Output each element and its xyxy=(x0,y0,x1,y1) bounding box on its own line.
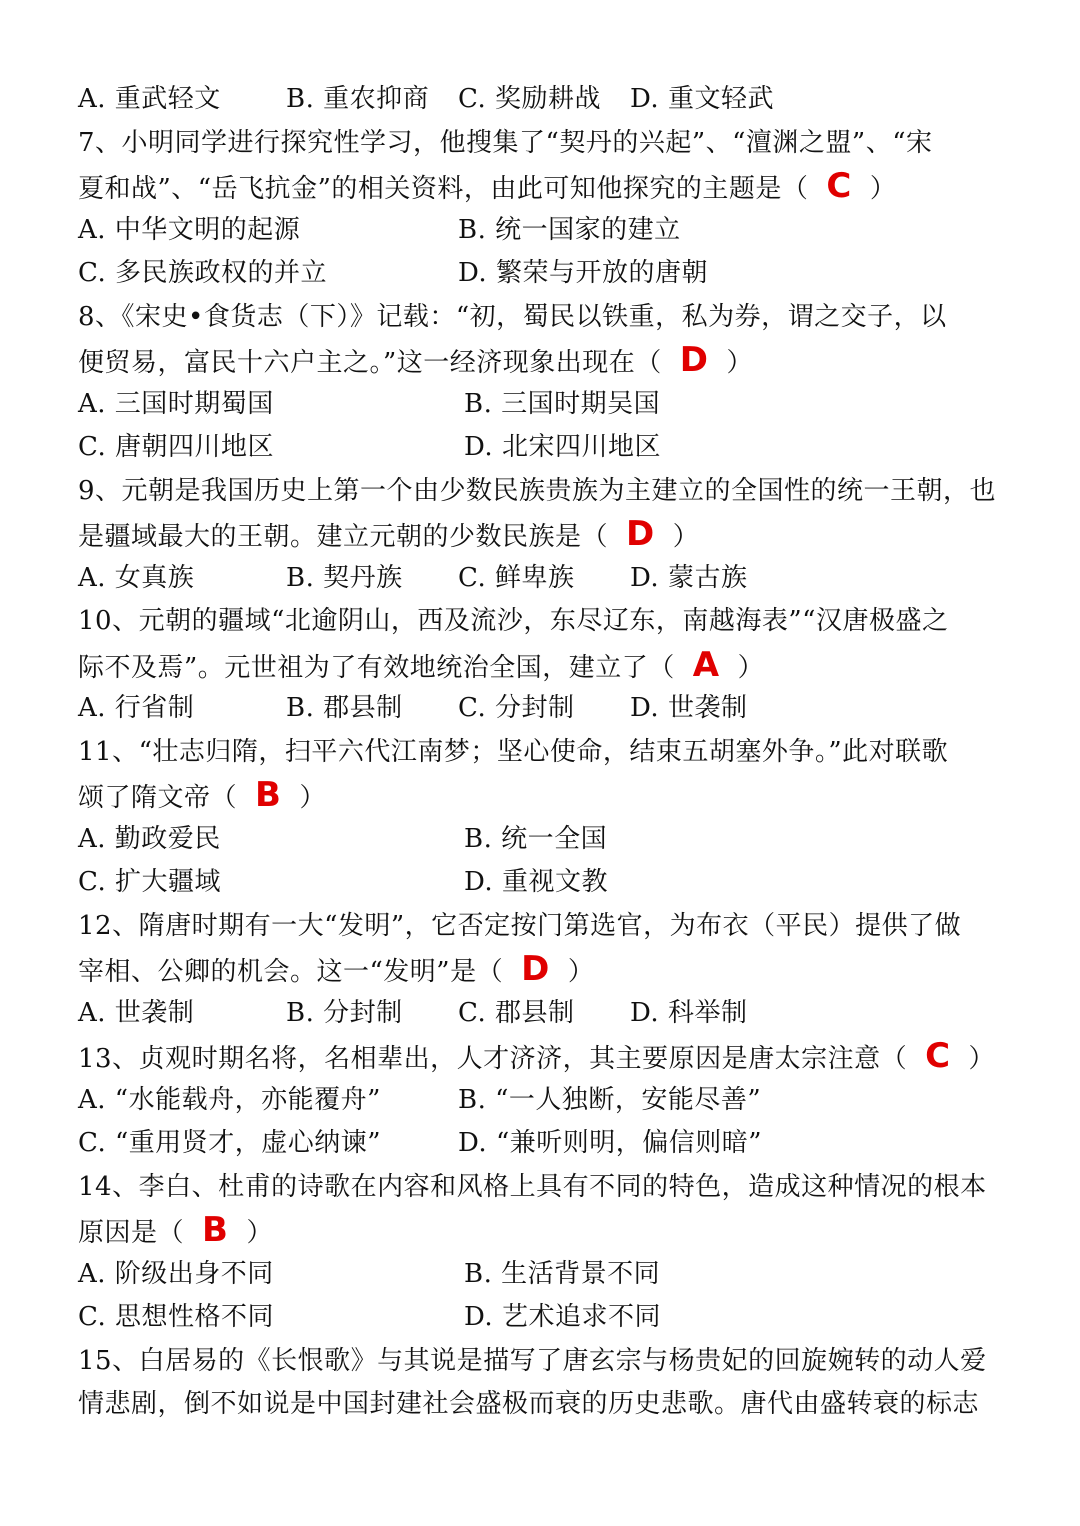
q14-options-row2 xyxy=(78,1296,1008,1340)
q9-stem-line1: 9、元朝是我国历史上第一个由少数民族贵族为主建立的全国性的统一王朝，也 xyxy=(78,476,997,506)
q13-options-row1 xyxy=(78,1079,1008,1123)
q7-option-c: C. 多民族政权的并立 xyxy=(78,258,327,288)
q13-close-paren: ） xyxy=(968,1044,996,1074)
q14-options-row1 xyxy=(78,1253,1008,1297)
q11-option-c: C. 扩大疆域 xyxy=(78,867,221,897)
q12-stem-text: 宰相、公卿的机会。这一“发明”是（ xyxy=(78,957,504,987)
q8-close-paren: ） xyxy=(726,348,754,378)
q6-option-d: D. 重文轻武 xyxy=(630,84,774,114)
q11-stem-line1: 11、“壮志归隋，扫平六代江南梦；坚心使命，结束五胡塞外争。”此对联歌 xyxy=(78,737,949,767)
q9-option-c: C. 鲜卑族 xyxy=(458,563,575,593)
q10-options-row xyxy=(78,687,1008,731)
q12-stem-line1: 12、隋唐时期有一大“发明”，它否定按门第选官，为布衣（平民）提供了做 xyxy=(78,911,962,941)
q12-option-c: C. 郡县制 xyxy=(458,998,575,1028)
q9-option-d: D. 蒙古族 xyxy=(630,563,748,593)
q11-option-b: B. 统一全国 xyxy=(464,824,608,854)
q14-stem-text: 原因是（ xyxy=(78,1218,185,1248)
q11-stem-line2 xyxy=(78,774,1008,818)
q9-stem-line2 xyxy=(78,513,1008,557)
q9-close-paren: ） xyxy=(672,522,700,552)
q11-stem-text: 颂了隋文帝（ xyxy=(78,783,238,813)
q10-stem-line1: 10、元朝的疆域“北逾阴山，西及流沙，东尽辽东，南越海表”“汉唐极盛之 xyxy=(78,606,949,636)
q8-answer: D xyxy=(679,340,709,380)
q12-option-d: D. 科举制 xyxy=(630,998,748,1028)
q8-stem-line1: 8、《宋史•食货志（下）》记载：“初，蜀民以铁重，私为券，谓之交子，以 xyxy=(78,302,947,332)
q10-answer: A xyxy=(692,645,720,685)
q8-options-row2 xyxy=(78,426,1008,470)
q13-option-a: A. “水能载舟，亦能覆舟” xyxy=(78,1085,381,1115)
q8-option-b: B. 三国时期吴国 xyxy=(464,389,661,419)
q10-close-paren: ） xyxy=(737,653,765,683)
q7-stem-line2 xyxy=(78,165,1008,209)
q13-option-b: B. “一人独断，安能尽善” xyxy=(458,1085,762,1115)
q13-stem-line1 xyxy=(78,1035,1008,1079)
q12-stem-line2 xyxy=(78,948,1008,992)
q14-stem-line1: 14、李白、杜甫的诗歌在内容和风格上具有不同的特色，造成这种情况的根本 xyxy=(78,1172,987,1202)
q8-stem-text: 便贸易，富民十六户主之。”这一经济现象出现在（ xyxy=(78,348,662,378)
q14-option-c: C. 思想性格不同 xyxy=(78,1302,274,1332)
q10-option-c: C. 分封制 xyxy=(458,693,575,723)
q7-answer: C xyxy=(826,166,852,206)
q11-options-row2 xyxy=(78,861,1008,905)
q8-option-a: A. 三国时期蜀国 xyxy=(78,389,274,419)
q12-answer: D xyxy=(521,949,550,989)
q14-option-a: A. 阶级出身不同 xyxy=(78,1259,274,1289)
q8-option-c: C. 唐朝四川地区 xyxy=(78,432,274,462)
q11-option-d: D. 重视文教 xyxy=(464,867,608,897)
q8-stem-line2 xyxy=(78,339,1008,383)
q7-stem-text: 夏和战”、“岳飞抗金”的相关资料，由此可知他探究的主题是（ xyxy=(78,174,809,204)
q14-option-b: B. 生活背景不同 xyxy=(464,1259,661,1289)
q14-close-paren: ） xyxy=(246,1218,273,1248)
q6-option-c: C. 奖励耕战 xyxy=(458,84,601,114)
q9-option-b: B. 契丹族 xyxy=(286,563,403,593)
q15-stem-line1: 15、白居易的《长恨歌》与其说是描写了唐玄宗与杨贵妃的回旋婉转的动人爱 xyxy=(78,1346,987,1376)
q9-answer: D xyxy=(626,514,655,554)
q7-option-d: D. 繁荣与开放的唐朝 xyxy=(458,258,708,288)
q14-option-d: D. 艺术追求不同 xyxy=(464,1302,661,1332)
q12-option-b: B. 分封制 xyxy=(286,998,403,1028)
q15-stem-line2: 情悲剧，倒不如说是中国封建社会盛极而衰的历史悲歌。唐代由盛转衰的标志 xyxy=(78,1389,980,1419)
q6-option-b: B. 重农抑商 xyxy=(286,84,430,114)
q13-option-c: C. “重用贤才，虚心纳谏” xyxy=(78,1128,382,1158)
q10-stem-text: 际不及焉”。元世祖为了有效地统治全国，建立了（ xyxy=(78,653,675,683)
q11-option-a: A. 勤政爱民 xyxy=(78,824,221,854)
q12-close-paren: ） xyxy=(567,957,595,987)
q10-stem-line2 xyxy=(78,644,1008,688)
q10-option-b: B. 郡县制 xyxy=(286,693,403,723)
q8-option-d: D. 北宋四川地区 xyxy=(464,432,661,462)
q7-options-row2 xyxy=(78,252,1008,296)
q7-close-paren: ） xyxy=(869,174,897,204)
q14-stem-line2 xyxy=(78,1209,1008,1253)
q9-stem-text: 是疆域最大的王朝。建立元朝的少数民族是（ xyxy=(78,522,609,552)
q10-option-a: A. 行省制 xyxy=(78,693,195,723)
q6-option-a: A. 重武轻文 xyxy=(78,84,221,114)
q7-stem-line1: 7、小明同学进行探究性学习，他搜集了“契丹的兴起”、“澶渊之盟”、“宋 xyxy=(78,128,933,158)
q11-close-paren: ） xyxy=(299,783,326,813)
q14-answer: B xyxy=(202,1210,229,1250)
q11-options-row1 xyxy=(78,818,1008,862)
q9-option-a: A. 女真族 xyxy=(78,563,195,593)
q13-stem-text: 13、贞观时期名将，名相辈出，人才济济，其主要原因是唐太宗注意（ xyxy=(78,1044,908,1074)
q8-options-row1 xyxy=(78,383,1008,427)
q12-options-row xyxy=(78,992,1008,1036)
q13-options-row2 xyxy=(78,1122,1008,1166)
q7-options-row1 xyxy=(78,209,1008,253)
q9-options-row xyxy=(78,557,1008,601)
q13-option-d: D. “兼听则明，偏信则暗” xyxy=(458,1128,763,1158)
q7-option-b: B. 统一国家的建立 xyxy=(458,215,681,245)
q13-answer: C xyxy=(925,1036,951,1076)
q10-option-d: D. 世袭制 xyxy=(630,693,748,723)
q7-option-a: A. 中华文明的起源 xyxy=(78,215,301,245)
q11-answer: B xyxy=(255,775,282,815)
q6-options-row xyxy=(78,78,1008,122)
q12-option-a: A. 世袭制 xyxy=(78,998,195,1028)
